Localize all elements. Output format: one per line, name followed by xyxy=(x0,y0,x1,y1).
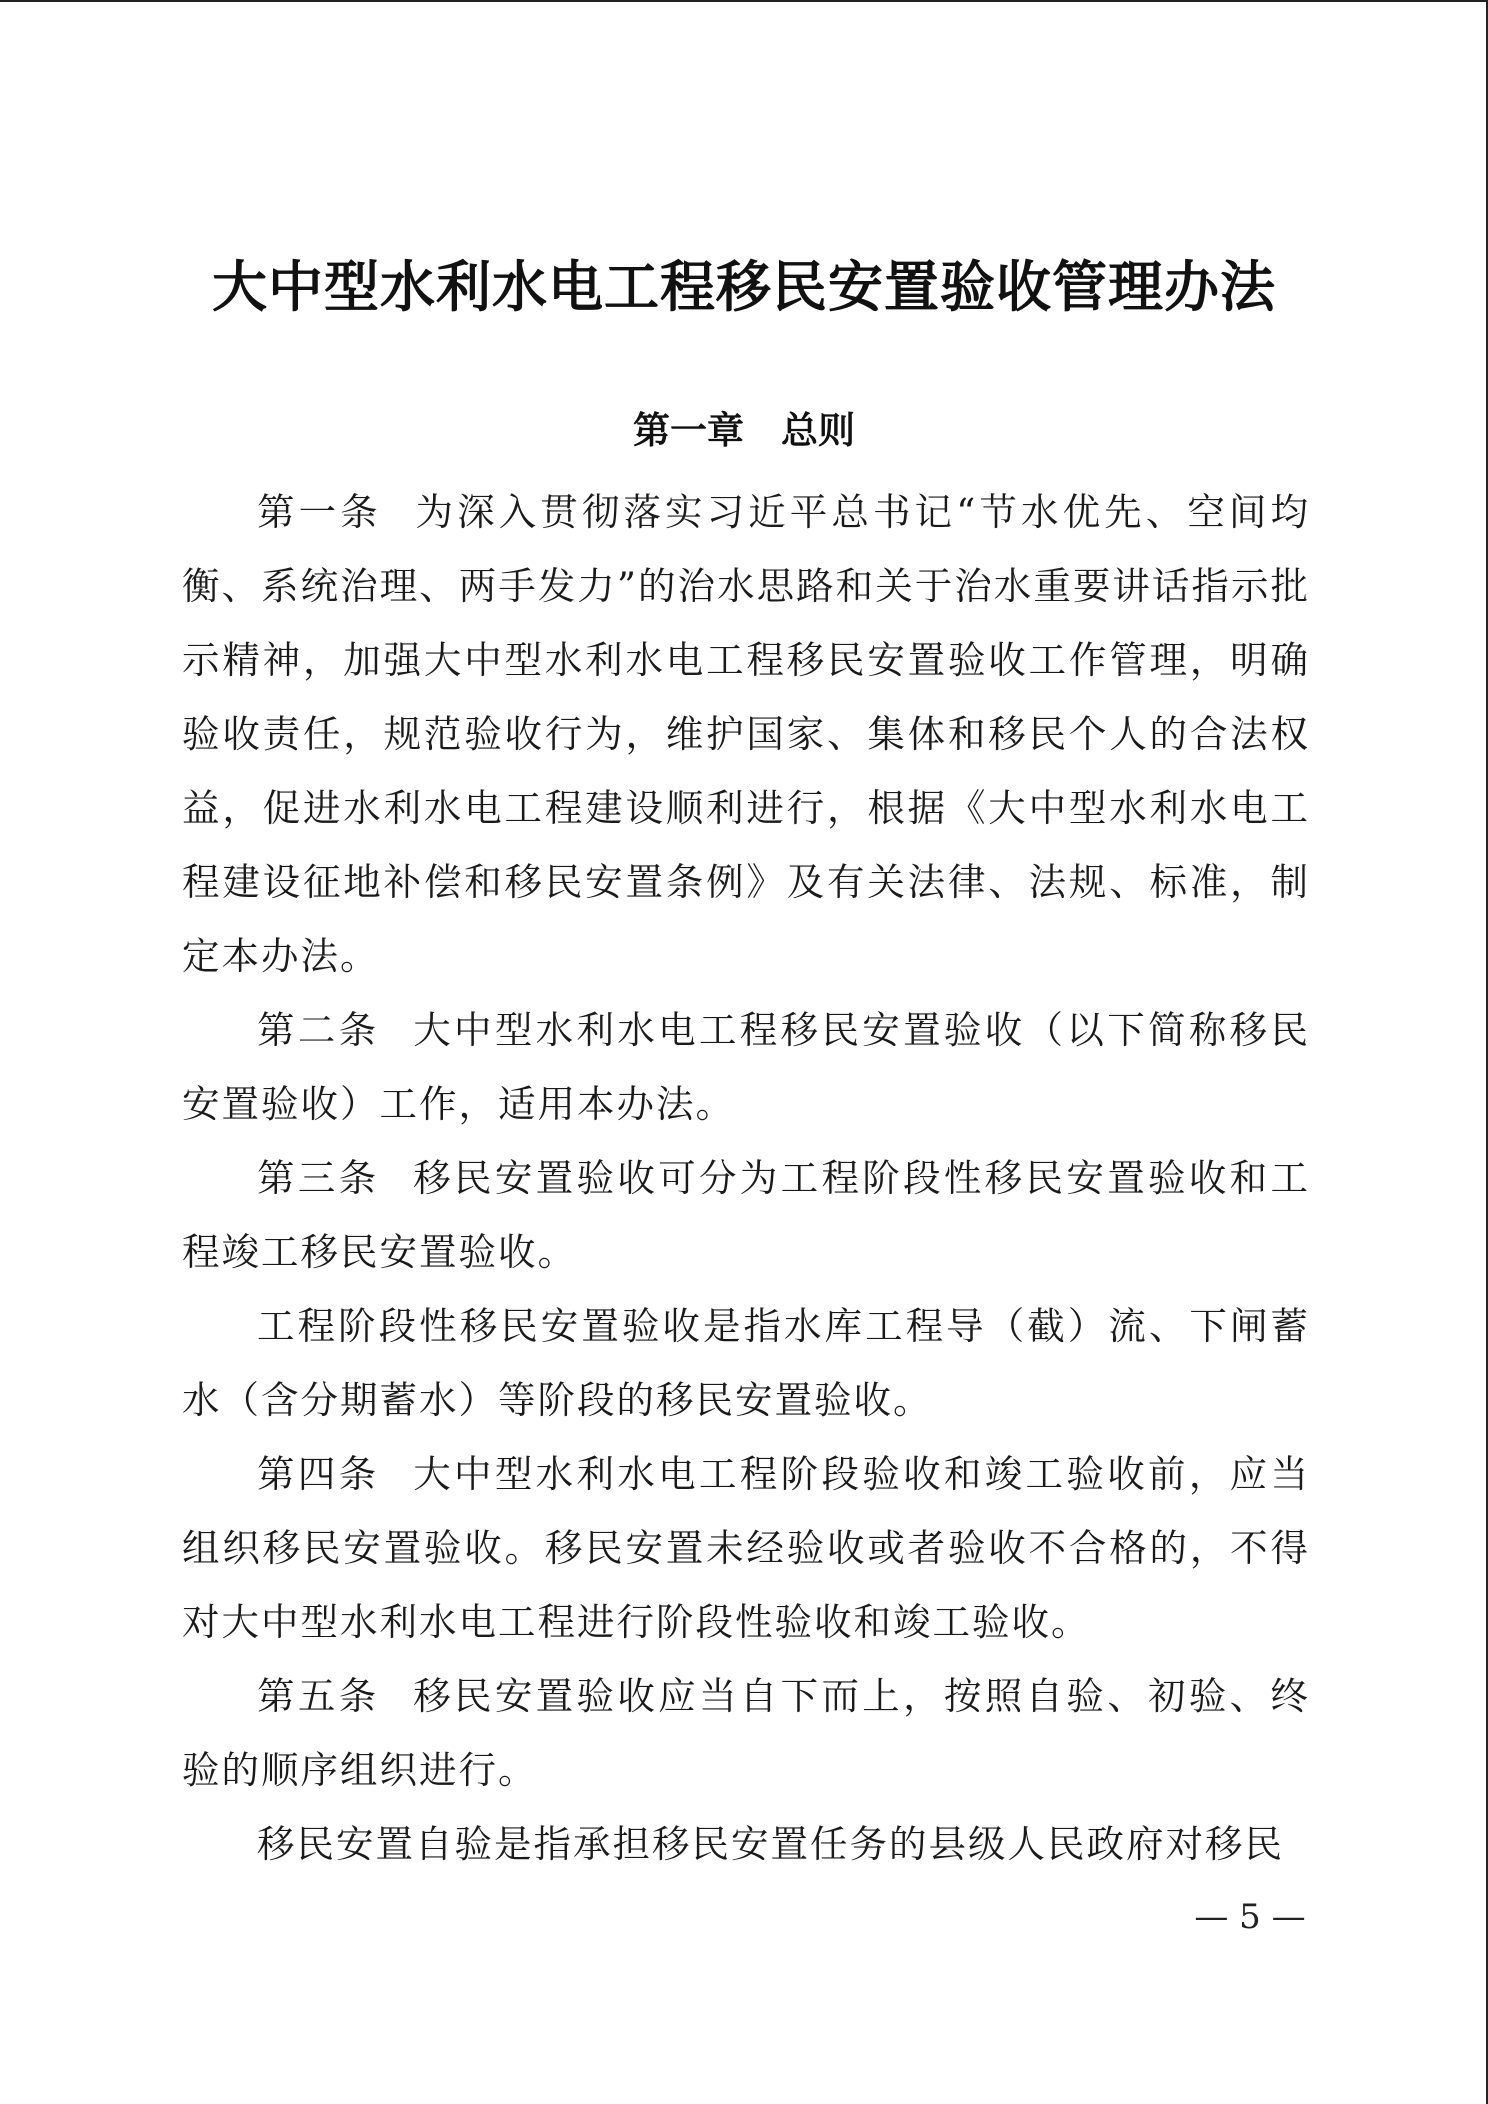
article-number: 第三条 xyxy=(257,1156,380,1200)
article-text: 为深入贯彻落实习近平总书记“节水优先、空间均衡、系统治理、两手发力”的治水思路和关于治水重要讲话指示批示精神，加强大中型水利水电工程移民安置验收工作管理，明确验收责任，规范验收行为，维护国家、集体和移民个人的合法权益，促进水利水电工程建设顺利进行，根据《大中型水利水电工程建设征地补偿和移民安置条例》及有关法律、法规、标准，制定本办法。 xyxy=(182,490,1311,978)
article-text: 移民安置验收可分为工程阶段性移民安置验收和工程竣工移民安置验收。 xyxy=(182,1156,1310,1274)
article-number: 第五条 xyxy=(257,1674,380,1718)
paragraph-article-1 xyxy=(182,475,1310,993)
page-number: — 5 — xyxy=(1194,1897,1306,1937)
article-text: 移民安置验收应当自下而上，按照自验、初验、终验的顺序组织进行。 xyxy=(182,1674,1310,1792)
article-number: 第一条 xyxy=(257,490,382,534)
article-number: 第二条 xyxy=(257,1008,380,1052)
paragraph-article-3-continued xyxy=(182,1289,1310,1437)
document-title: 大中型水利水电工程移民安置验收管理办法 xyxy=(211,254,1276,319)
document-body xyxy=(182,475,1310,1881)
paragraph-article-5-continued xyxy=(182,1807,1310,1881)
article-number: 第四条 xyxy=(257,1452,380,1496)
paragraph-text: 移民安置自验是指承担移民安置任务的县级人民政府对移民 xyxy=(257,1822,1284,1866)
article-text: 大中型水利水电工程移民安置验收（以下简称移民安置验收）工作，适用本办法。 xyxy=(182,1008,1310,1126)
article-text: 大中型水利水电工程阶段验收和竣工验收前，应当组织移民安置验收。移民安置未经验收或者验收不合格的，不得对大中型水利水电工程进行阶段性验收和竣工验收。 xyxy=(182,1452,1310,1644)
paragraph-article-4 xyxy=(182,1437,1310,1659)
paragraph-article-2 xyxy=(182,993,1310,1141)
chapter-heading: 第一章 总则 xyxy=(633,409,855,452)
paragraph-article-5 xyxy=(182,1659,1310,1807)
paragraph-article-3 xyxy=(182,1141,1310,1289)
paragraph-text: 工程阶段性移民安置验收是指水库工程导（截）流、下闸蓄水（含分期蓄水）等阶段的移民安置验收。 xyxy=(182,1304,1310,1422)
